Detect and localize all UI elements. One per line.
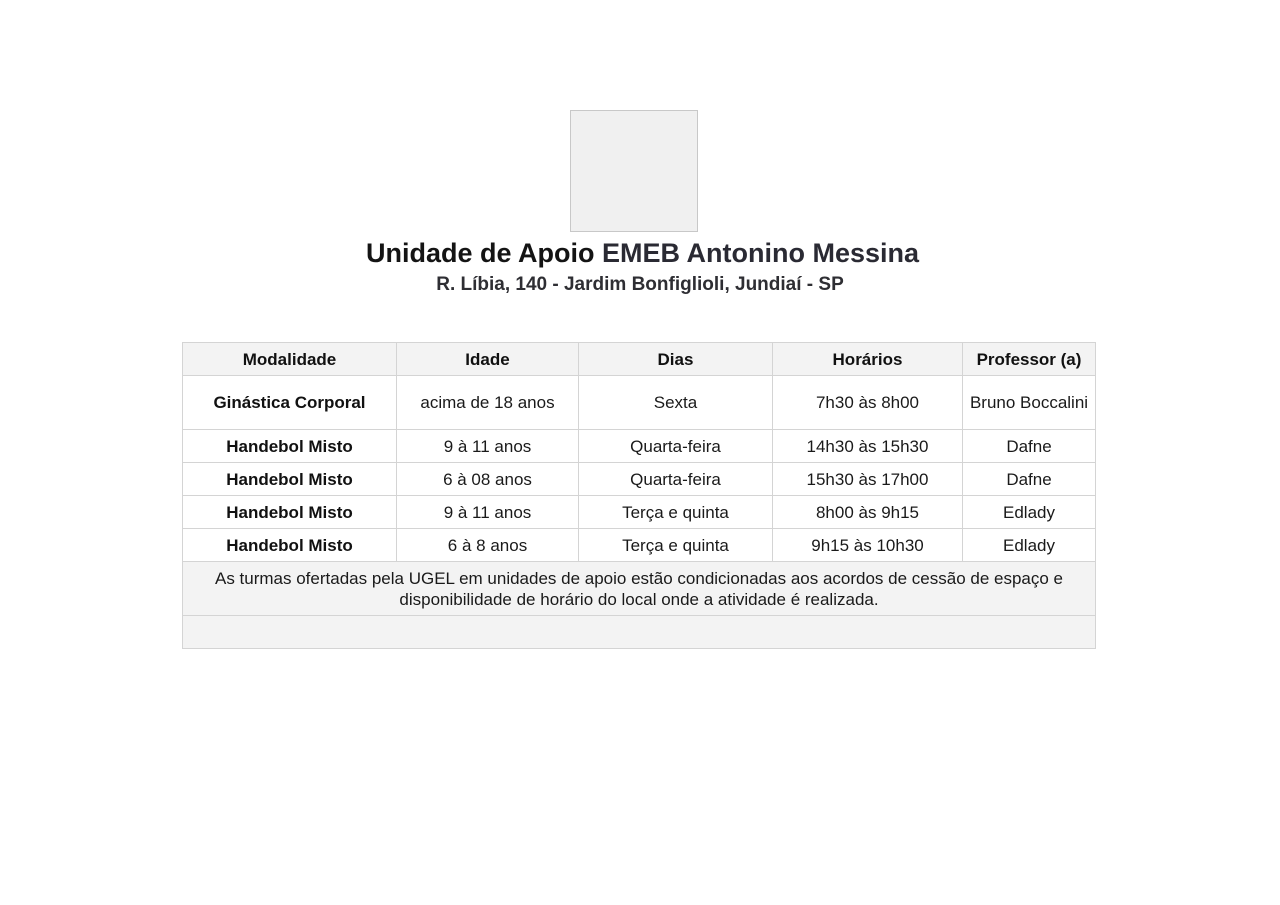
cell-dias: Sexta: [579, 376, 773, 430]
cell-horarios: 8h00 às 9h15: [773, 496, 963, 529]
cell-idade: 6 à 08 anos: [397, 463, 579, 496]
cell-modalidade: Handebol Misto: [183, 430, 397, 463]
page-title: [0, 238, 1280, 269]
table-note-row: [183, 562, 1096, 616]
cell-dias: Quarta-feira: [579, 430, 773, 463]
cell-modalidade: Handebol Misto: [183, 529, 397, 562]
cell-professor: Edlady: [963, 529, 1096, 562]
title-org: EMEB Antonino Messina: [602, 238, 920, 268]
table-header-row: [183, 343, 1096, 376]
column-header-idade: Idade: [397, 343, 579, 376]
table-row: [183, 463, 1096, 496]
column-header-dias: Dias: [579, 343, 773, 376]
column-header-modalidade: Modalidade: [183, 343, 397, 376]
column-header-professor: Professor (a): [963, 343, 1096, 376]
cell-horarios: 9h15 às 10h30: [773, 529, 963, 562]
cell-modalidade: Ginástica Corporal: [183, 376, 397, 430]
cell-professor: Dafne: [963, 463, 1096, 496]
title-prefix: Unidade de Apoio: [365, 238, 595, 268]
logo-placeholder: [570, 110, 698, 232]
cell-idade: 6 à 8 anos: [397, 529, 579, 562]
table-empty-cell: [183, 616, 1096, 649]
table-empty-row: [183, 616, 1096, 649]
column-header-horarios: Horários: [773, 343, 963, 376]
table-row: [183, 529, 1096, 562]
cell-idade: acima de 18 anos: [397, 376, 579, 430]
cell-dias: Terça e quinta: [579, 529, 773, 562]
table-row: [183, 376, 1096, 430]
table-row: [183, 430, 1096, 463]
cell-professor: Bruno Boccalini: [963, 376, 1096, 430]
schedule-table: [182, 342, 1096, 649]
table-row: [183, 496, 1096, 529]
table-note: As turmas ofertadas pela UGEL em unidades de apoio estão condicionadas aos acordos de cessão de espaço e disponibilidade de horário do local onde a atividade é realizada.: [183, 562, 1096, 616]
cell-professor: Dafne: [963, 430, 1096, 463]
cell-modalidade: Handebol Misto: [183, 463, 397, 496]
cell-horarios: 14h30 às 15h30: [773, 430, 963, 463]
address: R. Líbia, 140 - Jardim Bonfiglioli, Jundiaí - SP: [436, 274, 844, 295]
cell-modalidade: Handebol Misto: [183, 496, 397, 529]
cell-dias: Terça e quinta: [579, 496, 773, 529]
cell-professor: Edlady: [963, 496, 1096, 529]
cell-dias: Quarta-feira: [579, 463, 773, 496]
cell-horarios: 7h30 às 8h00: [773, 376, 963, 430]
cell-idade: 9 à 11 anos: [397, 430, 579, 463]
cell-horarios: 15h30 às 17h00: [773, 463, 963, 496]
cell-idade: 9 à 11 anos: [397, 496, 579, 529]
